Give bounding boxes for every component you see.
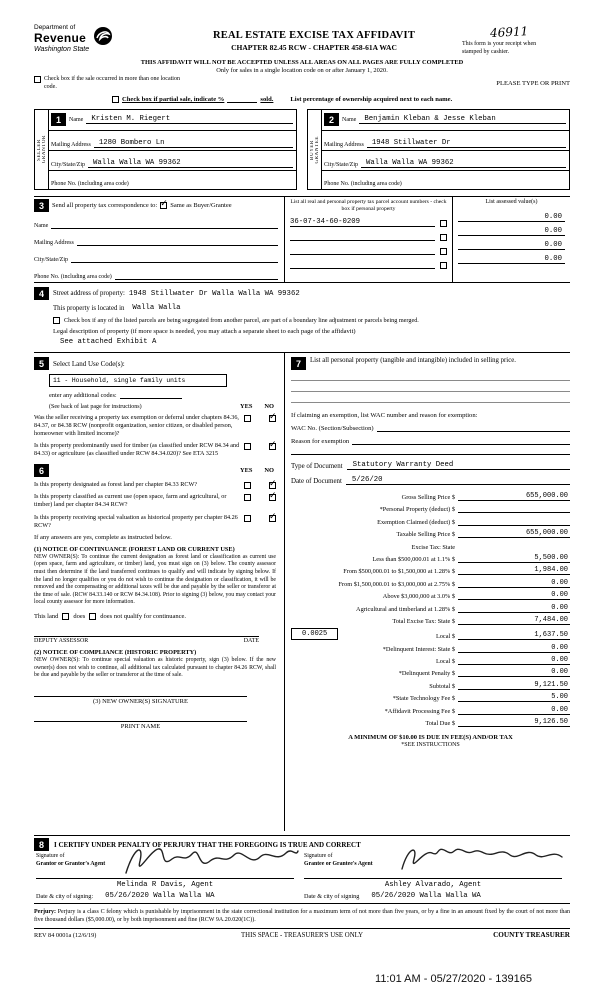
- q-exemption-yes-checkbox[interactable]: [244, 415, 251, 422]
- if-yes-instruction: If any answers are yes, complete as instructed below.: [34, 533, 172, 541]
- buyer-mailing-field[interactable]: 1948 Stillwater Dr: [367, 139, 566, 148]
- tax-row-gross-selling-price: Gross Selling Price $ 655,000.00: [401, 492, 568, 501]
- section-3-badge: 3: [34, 199, 49, 212]
- tax-row-excise-tax-state: Excise Tax: State: [411, 543, 455, 551]
- seller-phone-label: Phone No. (including area code): [51, 181, 129, 187]
- agency-block: [34, 24, 166, 53]
- perjury-body: Perjury is a class C felony which is punishable by imprisonment in the state correctional institution for a maximum term of not more than five years, or by a fine in an amount fixed by the court of not more than five thousand dollars ($5,000.00), or by both imprisonment and fine (RCW 9A.20.020(1C)).: [34, 909, 570, 924]
- new-owner-signature-label: (3) NEW OWNER(S) SIGNATURE: [92, 698, 188, 706]
- tax-value-field[interactable]: 1,637.50: [458, 631, 570, 640]
- q-forest-yes-checkbox[interactable]: [244, 482, 251, 489]
- buyer-name-label: Name: [342, 116, 357, 123]
- doc-date-field[interactable]: 5/26/20: [346, 476, 570, 485]
- tax-value-field[interactable]: 0.00: [458, 706, 570, 715]
- section-5: [34, 357, 276, 370]
- buyer-city-field[interactable]: Walla Walla WA 99362: [361, 159, 566, 168]
- notice-continuance-title: (1) NOTICE OF CONTINUANCE (FOREST LAND OR CURRENT USE): [34, 545, 235, 553]
- historic-property-question: Is this property receiving special valuation as historical property per chapter 84.26 RCW?: [34, 513, 238, 529]
- section-8-badge: 8: [34, 838, 49, 851]
- parcel-number-field[interactable]: [290, 232, 435, 241]
- buyer-phone-label: Phone No. (including area code): [324, 181, 402, 187]
- corr-mailing-label: Mailing Address: [34, 240, 74, 246]
- tax-value-field[interactable]: 0.00: [458, 644, 570, 653]
- see-instructions-note: *SEE INSTRUCTIONS: [401, 742, 460, 749]
- perjury-label: Perjury:: [34, 909, 56, 916]
- corr-city-field[interactable]: [71, 255, 278, 263]
- multi-location-checkbox[interactable]: [34, 76, 41, 83]
- section-7: [284, 353, 570, 831]
- tax-value-field[interactable]: 0.00: [458, 591, 570, 600]
- tax-value-field[interactable]: 5,500.00: [458, 554, 570, 563]
- street-address-field[interactable]: 1948 Stillwater Dr Walla Walla WA 99362: [128, 289, 300, 298]
- personal-property-line[interactable]: [291, 370, 570, 381]
- parcel-personal-checkbox[interactable]: [440, 220, 447, 227]
- tax-value-field[interactable]: 0.00: [458, 579, 570, 588]
- grantor-signature-label1: Signature of: [36, 853, 65, 859]
- corr-name-label: Name: [34, 223, 49, 229]
- tax-value-field[interactable]: [458, 504, 570, 513]
- section-3: [34, 196, 570, 283]
- tax-value-field[interactable]: 655,000.00: [458, 529, 570, 538]
- exemption-claim-label: If claiming an exemption, list WAC number and reason for exemption:: [291, 412, 478, 419]
- partial-sale-percent-field[interactable]: [227, 96, 257, 103]
- tax-value-field[interactable]: 9,126.50: [458, 718, 570, 727]
- receipt-note: This form is your receipt when stamped by cashier.: [462, 41, 537, 55]
- wac-number-field[interactable]: [377, 424, 570, 432]
- rev-number: REV 84 0001a (12/6/19): [34, 931, 97, 939]
- form-footer: [34, 928, 570, 939]
- q-forest-no-checkbox[interactable]: [269, 482, 276, 489]
- legal-description-field[interactable]: See attached Exhibit A: [60, 338, 157, 346]
- parcel-header: List all real and personal property tax parcel account numbers - check box if personal property: [290, 199, 447, 212]
- tax-value-field[interactable]: 9,121.50: [458, 681, 570, 690]
- deputy-assessor-line[interactable]: [34, 636, 259, 644]
- single-location-note: Only for sales in a single location code on or after January 1, 2020.: [216, 67, 388, 74]
- same-as-buyer-checkbox[interactable]: [160, 202, 167, 209]
- buyer-section: [307, 109, 570, 190]
- deputy-assessor-label: DEPUTY ASSESSOR: [34, 638, 89, 645]
- assessed-value-field[interactable]: 0.00: [458, 227, 565, 236]
- buyer-mailing-label: Mailing Address: [324, 142, 364, 148]
- parcel-personal-checkbox[interactable]: [440, 234, 447, 241]
- does-not-label: does not qualify for continuance.: [100, 613, 187, 621]
- ownership-percentage-note: List percentage of ownership acquired next to each name.: [290, 96, 453, 103]
- q-historic-no-checkbox[interactable]: [269, 515, 276, 522]
- grantee-signature-line[interactable]: [304, 878, 562, 879]
- additional-codes-label: enter any additional codes:: [49, 392, 117, 399]
- corr-phone-label: Phone No. (including area code): [34, 274, 112, 280]
- q-historic-yes-checkbox[interactable]: [244, 515, 251, 522]
- q-timber-no-checkbox[interactable]: [269, 443, 276, 450]
- corr-mailing-field[interactable]: [77, 238, 278, 246]
- see-back-note: (See back of last page for instructions): [49, 404, 142, 410]
- seller-mailing-field[interactable]: 1280 Bombero Ln: [94, 139, 293, 148]
- tax-value-field[interactable]: 5.00: [458, 693, 570, 702]
- street-address-label: Street address of property:: [53, 290, 125, 297]
- tax-row-agricultural: Agricultural and timberland at 1.28% $ 0.00: [356, 603, 568, 613]
- does-label: does: [73, 613, 86, 621]
- personal-property-line[interactable]: [291, 392, 570, 403]
- tax-value-field[interactable]: 0.00: [458, 656, 570, 665]
- tax-value-field[interactable]: [458, 517, 570, 526]
- timber-agriculture-question: Is this property predominantly used for timber (as classified under RCW 84.34 and 84.33) or agriculture (as classified under RCW 84.34.020)? See ETA 3215: [34, 442, 240, 458]
- please-type-or-print: PLEASE TYPE OR PRINT: [496, 80, 570, 87]
- seller-section: [34, 109, 297, 190]
- parcel-number-field[interactable]: 36-07-34-60-0209: [290, 218, 435, 227]
- q-exemption-no-checkbox[interactable]: [269, 415, 276, 422]
- grantee-date-field[interactable]: 05/26/2020 Walla Walla WA: [371, 892, 481, 901]
- tax-row-delinquent-penalty: *Delinquent Penalty $ 0.00: [398, 668, 568, 678]
- legal-description-label: Legal description of property (if more space is needed, you may attach a separate sheet to each page of the affidavit): [53, 328, 356, 335]
- seller-name-label: Name: [69, 116, 84, 123]
- grantor-signature-label2: Grantor or Grantor's Agent: [36, 860, 106, 867]
- grantee-print-name: Ashley Alvarado, Agent: [384, 881, 482, 890]
- doc-type-label: Type of Document: [291, 463, 343, 470]
- parcel-number-field[interactable]: [290, 260, 435, 269]
- tax-row-personal-property: *Personal Property (deduct) $: [291, 504, 570, 513]
- notice-continuance-body: NEW OWNER(S): To continue the current designation as forest land or classification as current use (open space, farm and agriculture, or timber) land, you must sign on (3) below. The county assessor must then determine if the land transferred continues to qualify and will indicate by signing below. If the land no longer qualifies or you do not wish to continue the designation or classification, it will be removed and the compensating or additional taxes will be due and payable by the seller or transferor at the time of sale. (RCW 84.33.140 or RCW 84.34.108). Prior to signing (3) below, you may contact your local county assessor for more information.: [34, 553, 276, 606]
- perjury-statement: [34, 908, 570, 924]
- buyer-phone-field[interactable]: [405, 178, 566, 187]
- section-4: [34, 287, 570, 353]
- send-correspondence-label: Send all property tax correspondence to:: [52, 202, 158, 209]
- assessed-value-field[interactable]: 0.00: [458, 255, 565, 264]
- reason-exemption-label: Reason for exemption: [291, 438, 350, 445]
- dept-line1: Department of: [34, 24, 76, 31]
- segregated-checkbox[interactable]: [53, 317, 60, 324]
- seller-phone-field[interactable]: [132, 178, 293, 187]
- tax-value-field[interactable]: 1,984.00: [458, 566, 570, 575]
- grantee-signature-label2: Grantee or Grantee's Agent: [304, 860, 373, 867]
- grantor-date-field[interactable]: 05/26/2020 Walla Walla WA: [105, 892, 215, 901]
- land-does-not-qualify-checkbox[interactable]: [89, 613, 96, 620]
- tax-row-processing-fee: *Affidavit Processing Fee $ 0.00: [384, 705, 568, 715]
- print-name-line[interactable]: [34, 721, 247, 730]
- doc-type-field[interactable]: Statutory Warranty Deed: [347, 461, 570, 470]
- exemption-deferral-question: Was the seller receiving a property tax exemption or deferral under chapters 84.36, 84.37, or 84.38 RCW (nonprofit organization, senior citizen, or disabled person, homeowner with limited income)?: [34, 414, 239, 438]
- dor-logo-icon: [93, 26, 113, 46]
- accept-warning: THIS AFFIDAVIT WILL NOT BE ACCEPTED UNLESS ALL AREAS ON ALL PAGES ARE FULLY COMPLETED: [140, 59, 464, 66]
- section-5-badge: 5: [34, 357, 49, 370]
- q-currentuse-no-checkbox[interactable]: [269, 494, 276, 501]
- partial-sale-label: Check box if partial sale, indicate %: [122, 96, 225, 103]
- dept-line3: Washington State: [34, 46, 90, 53]
- tax-value-field[interactable]: 655,000.00: [458, 492, 570, 501]
- personal-property-label: List all personal property (tangible and intangible) included in selling price.: [310, 357, 516, 364]
- county-treasurer-label: COUNTY TREASURER: [493, 931, 570, 940]
- located-in-field[interactable]: Walla Walla: [132, 304, 181, 312]
- yes-header: YES: [240, 467, 253, 475]
- assessed-value-field[interactable]: 0.00: [458, 241, 565, 250]
- wac-number-label: WAC No. (Section/Subsection): [291, 425, 374, 432]
- corr-city-label: City/State/Zip: [34, 257, 68, 263]
- seller-city-field[interactable]: Walla Walla WA 99362: [88, 159, 293, 168]
- tax-row-tier-1: Less than $500,000.01 at 1.1% $ 5,500.00: [372, 553, 568, 563]
- grantor-signature-line[interactable]: [36, 878, 294, 879]
- buyer-name-field[interactable]: Benjamin Kleban & Jesse Kleban: [359, 115, 566, 124]
- tax-row-total-due: Total Due $ 9,126.50: [425, 718, 568, 728]
- tax-row-tier-3: From $1,500,000.01 to $3,000,000 at 2.75% $ 0.00: [338, 578, 568, 588]
- tax-row-delinquent-interest-state: *Delinquent Interest: State $ 0.00: [382, 643, 568, 653]
- tax-value-field[interactable]: 0.00: [458, 668, 570, 677]
- new-owner-signature-line[interactable]: [34, 696, 247, 705]
- tax-row-delinquent-interest-local: Local $ 0.00: [435, 656, 568, 666]
- land-use-title: Select Land Use Code(s):: [53, 359, 125, 368]
- tax-row-local: 0.0025 Local $ 1,637.50: [291, 628, 570, 640]
- section-4-badge: 4: [34, 287, 49, 300]
- land-does-qualify-checkbox[interactable]: [62, 613, 69, 620]
- date-label: DATE: [243, 638, 260, 645]
- grantee-signature-label1: Signature of: [304, 853, 333, 859]
- form-header: [34, 24, 570, 56]
- treasurer-space-label: THIS SPACE - TREASURER'S USE ONLY: [241, 931, 363, 939]
- local-rate-box[interactable]: 0.0025: [291, 628, 338, 640]
- section-7-badge: 7: [291, 357, 306, 370]
- current-use-question: Is this property classified as current use (open space, farm and agricultural, or timber) land per chapter 84.34 RCW?: [34, 493, 227, 509]
- partial-sale-checkbox[interactable]: [112, 96, 119, 103]
- seller-side-label: SELLER GRANTOR: [35, 110, 49, 189]
- section-6-badge: 6: [34, 464, 49, 477]
- assessed-values-header: List assessed value(s): [485, 199, 538, 205]
- multi-location-label: Check box if the sale occurred in more than one location code.: [44, 76, 180, 90]
- section-6: [34, 464, 276, 477]
- seller-mailing-label: Mailing Address: [51, 142, 91, 148]
- notice-compliance-title: (2) NOTICE OF COMPLIANCE (HISTORIC PROPERTY): [34, 649, 197, 657]
- parcel-personal-checkbox[interactable]: [440, 248, 447, 255]
- notice-compliance-body: NEW OWNER(S): To continue special valuation as historic property, sign (3) below. If the new owner(s) does not wish to continue, all additional tax calculated pursuant to chapter 84.26 RCW, shall be due and payable by the seller or transferor at the time of sale.: [34, 657, 276, 679]
- tax-row-exemption-claimed: Exemption Claimed (deduct) $: [291, 517, 570, 526]
- q-timber-yes-checkbox[interactable]: [244, 443, 251, 450]
- tax-row-total-excise-state: Total Excise Tax: State $ 7,484.00: [392, 615, 568, 625]
- grantor-print-name: Melinda R Davis, Agent: [116, 881, 214, 890]
- tax-row-subtotal: Subtotal $ 9,121.50: [429, 680, 568, 690]
- land-use-code-field[interactable]: 11 - Household, single family units: [49, 374, 227, 387]
- tax-row-technology-fee: *State Technology Fee $ 5.00: [392, 693, 568, 703]
- form-title: REAL ESTATE EXCISE TAX AFFIDAVIT: [212, 30, 416, 41]
- section-2-badge: 2: [324, 113, 339, 126]
- minimum-due-note: A MINIMUM OF $10.00 IS DUE IN FEE(S) AND/OR TAX: [348, 734, 513, 742]
- additional-codes-field[interactable]: [120, 391, 182, 399]
- reason-exemption-line[interactable]: [291, 445, 570, 455]
- reason-exemption-field[interactable]: [352, 437, 570, 445]
- located-in-label: This property is located in: [53, 305, 125, 312]
- section-1-badge: 1: [51, 113, 66, 126]
- no-header: NO: [264, 467, 274, 475]
- form-chapter: CHAPTER 82.45 RCW - CHAPTER 458-61A WAC: [231, 43, 397, 52]
- q-currentuse-yes-checkbox[interactable]: [244, 494, 251, 501]
- same-as-buyer-label: Same as Buyer/Grantee: [170, 202, 232, 209]
- print-name-label: PRINT NAME: [120, 723, 161, 731]
- no-header: NO: [264, 403, 274, 410]
- grantor-date-label: Date & city of signing:: [36, 893, 94, 901]
- seller-city-label: City/State/Zip: [51, 162, 85, 168]
- seller-name-field[interactable]: Kristen M. Riegert: [86, 115, 293, 124]
- segregated-label: Check box if any of the listed parcels are being segregated from another parcel, are part of a boundary line adjustment or parcels being merged.: [64, 317, 419, 324]
- forest-land-question: Is this property designated as forest land per chapter 84.33 RCW?: [34, 481, 198, 489]
- tax-row-tier-4: Above $3,000,000 at 3.0% $ 0.00: [382, 591, 568, 601]
- doc-date-label: Date of Document: [291, 478, 342, 485]
- excise-tax-table: [291, 492, 570, 727]
- tax-value-field[interactable]: 7,484.00: [458, 616, 570, 625]
- buyer-side-label: BUYER GRANTEE: [308, 110, 322, 189]
- certify-statement: I CERTIFY UNDER PENALTY OF PERJURY THAT THE FOREGOING IS TRUE AND CORRECT: [54, 840, 361, 849]
- personal-property-line[interactable]: [291, 381, 570, 392]
- grantee-date-label: Date & city of signing: [304, 893, 360, 901]
- tax-value-field[interactable]: 0.00: [458, 604, 570, 613]
- section-8: [34, 835, 570, 904]
- assessed-value-field[interactable]: 0.00: [458, 213, 565, 222]
- tax-row-tier-2: From $500,000.01 to $1,500,000 at 1.28% $ 1,984.00: [343, 566, 568, 576]
- dept-line2: Revenue: [34, 31, 87, 45]
- scan-timestamp: 11:01 AM - 05/27/2020 - 139165: [375, 973, 532, 985]
- yes-header: YES: [240, 403, 253, 410]
- handwritten-receipt-number: 46911: [489, 24, 529, 41]
- partial-sale-sold-label: sold.: [260, 96, 274, 103]
- buyer-city-label: City/State/Zip: [324, 162, 358, 168]
- parcel-personal-checkbox[interactable]: [440, 262, 447, 269]
- corr-name-field[interactable]: [51, 221, 278, 229]
- parcel-number-field[interactable]: [290, 246, 435, 255]
- this-land-label: This land: [34, 613, 59, 621]
- corr-phone-field[interactable]: [115, 272, 278, 280]
- tax-row-taxable-selling-price: Taxable Selling Price $ 655,000.00: [396, 529, 568, 539]
